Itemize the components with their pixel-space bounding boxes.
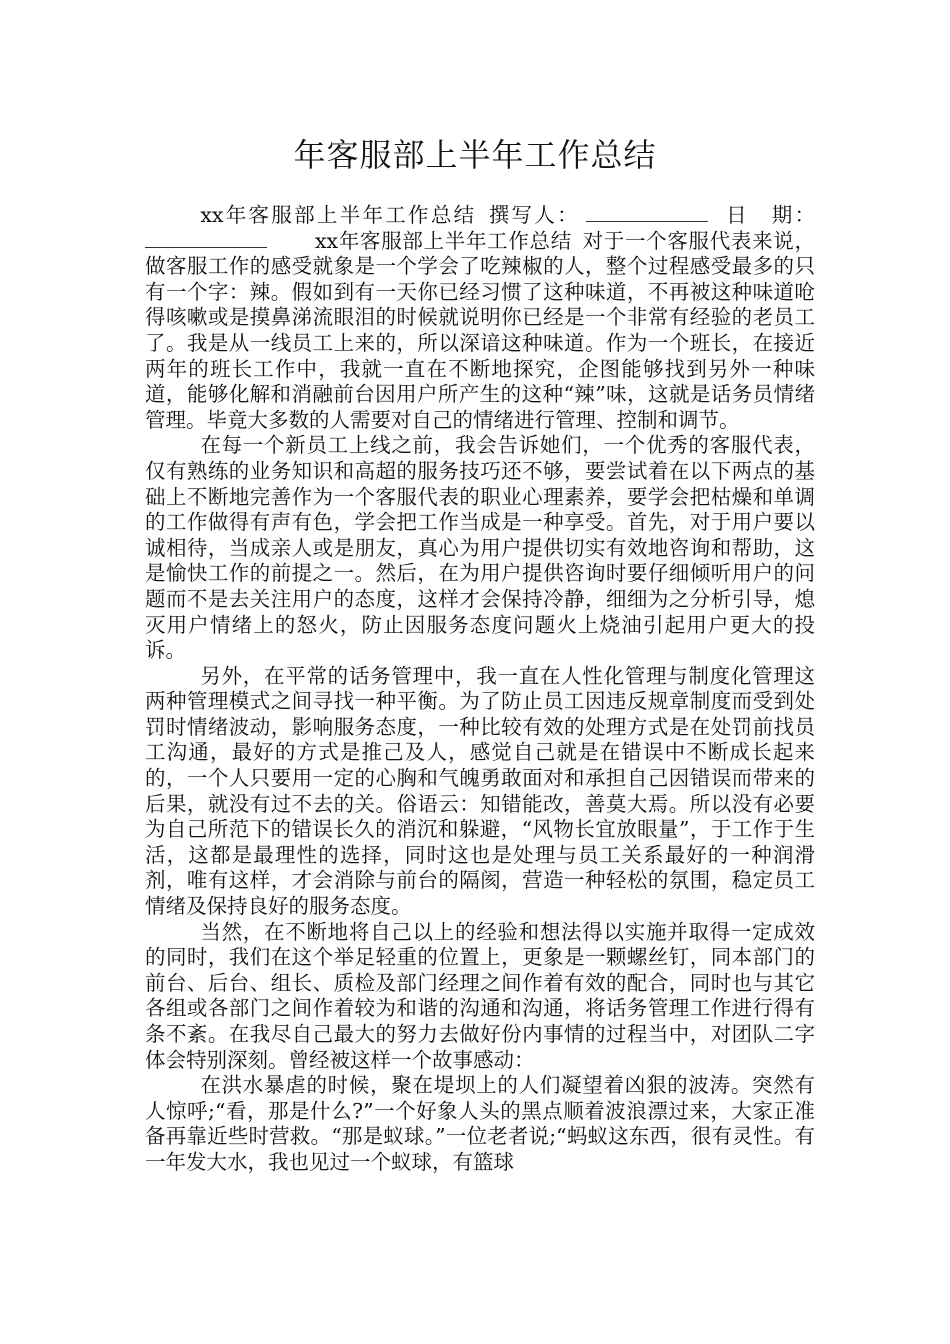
paragraph-4: 当然，在不断地将自己以上的经验和想法得以实施并取得一定成效的同时，我们在这个举足轻重的位置上，更象是一颗螺丝钉，同本部门的前台、后台、组长、质检及部门经理之间作着有效的配合，同时也与其它各组或各部门之间作着较为和谐的沟通和沟通，将话务管理工作进行得有条不紊。在我尽自己最大的努力去做好份内事情的过程当中，对团队二字体会特别深刻。曾经被这样一个故事感动： <box>145 919 815 1072</box>
paragraph-text: 对于一个客服代表来说，做客服工作的感受就象是一个学会了吃辣椒的人，整个过程感受最多的只有一个字：辣。假如到有一天你已经习惯了这种味道，不再被这种味道呛得咳嗽或是摸鼻涕流眼泪的时候就说明你已经是一个非常有经验的老员工了。我是从一线员工上来的，所以深谙这种味道。作为一个班长，在接近两年的班长工作中，我就一直在不断地探究，企图能够找到另外一种味道，能够化解和消融前台因用户所产生的这种“辣”味，这就是话务员情绪管理。毕竟大多数的人需要对自己的情绪进行管理、控制和调节。 <box>145 228 815 432</box>
paragraph-5: 在洪水暴虐的时候，聚在堤坝上的人们凝望着凶狠的波涛。突然有人惊呼;“看，那是什么?”一个好象人头的黑点顺着波浪漂过来，大家正准备再靠近些时营救。“那是蚁球。”一位老者说;“蚂蚁这东西，很有灵性。有一年发大水，我也见过一个蚁球，有篮球 <box>145 1073 815 1174</box>
date-blank-line <box>145 246 267 248</box>
author-blank-line <box>586 220 708 222</box>
document-title: 年客服部上半年工作总结 <box>293 136 657 174</box>
paragraph-3: 另外，在平常的话务管理中，我一直在人性化管理与制度化管理这两种管理模式之间寻找一种平衡。为了防止员工因违反规章制度而受到处罚时情绪波动，影响服务态度，一种比较有效的处理方式是在处罚前找员工沟通，最好的方式是推己及人，感觉自己就是在错误中不断成长起来的，一个人只要用一定的心胸和气魄勇敢面对和承担自己因错误而带来的后果，就没有过不去的关。俗语云：知错能改，善莫大焉。所以没有必要为自己所范下的错误长久的消沉和躲避，“风物长宜放眼量”，于工作于生活，这都是最理性的选择，同时这也是处理与员工关系最好的一种润滑剂，唯有这样，才会消除与前台的隔阂，营造一种轻松的氛围，稳定员工情绪及保持良好的服务态度。 <box>145 663 815 919</box>
meta-doc-name-repeat: xx年客服部上半年工作总结 <box>315 228 572 253</box>
paragraph-1 <box>145 203 815 433</box>
document-body <box>145 203 815 1176</box>
meta-author-label: 撰写人： <box>486 203 580 227</box>
paragraph-2: 在每一个新员工上线之前，我会告诉她们，一个优秀的客服代表，仅有熟练的业务知识和高超的服务技巧还不够，要尝试着在以下两点的基础上不断地完善作为一个客服代表的职业心理素养，要学会把枯燥和单调的工作做得有声有色，学会把工作当成是一种享受。首先，对于用户要以诚相待，当成亲人或是朋友，真心为用户提供切实有效地咨询和帮助，这是愉快工作的前提之一。然后，在为用户提供咨询时要仔细倾听用户的问题而不是去关注用户的态度，这样才会保持冷静，细细为之分析引导，熄灭用户情绪上的怒火，防止因服务态度问题火上烧油引起用户更大的投诉。 <box>145 433 815 663</box>
meta-date-label: 日 期： <box>723 203 816 227</box>
meta-doc-name: xx年客服部上半年工作总结 <box>200 203 477 227</box>
